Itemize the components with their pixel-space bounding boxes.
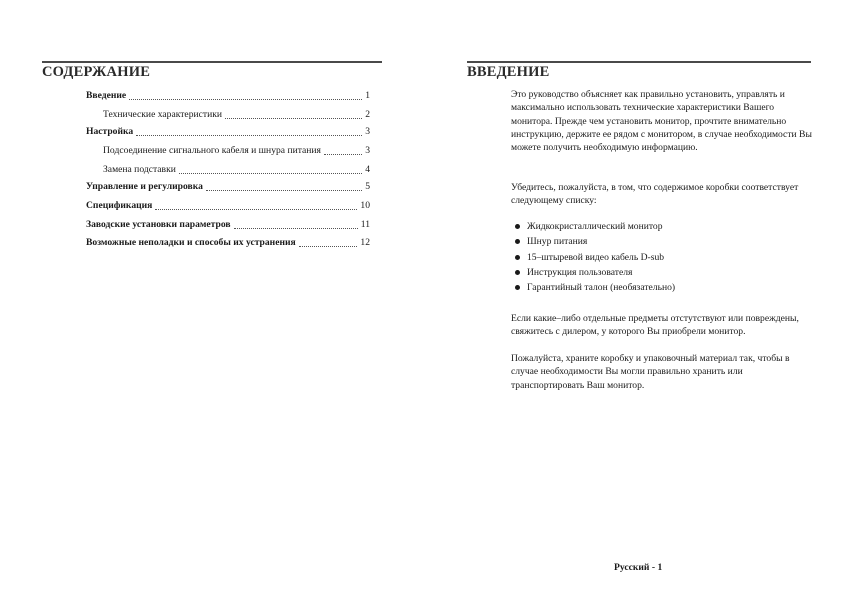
- toc-entry-title: Заводские установки параметров: [86, 219, 231, 230]
- toc-entry: [86, 126, 370, 138]
- bullet-icon: [515, 270, 520, 275]
- toc-entry: [103, 145, 370, 157]
- bullet-icon: [515, 285, 520, 290]
- toc-leader-dots: [129, 99, 362, 100]
- bullet-icon: [515, 255, 520, 260]
- list-item: Гарантийный талон (необязательно): [515, 280, 675, 295]
- toc-entry-page: 3: [365, 126, 370, 137]
- toc-leader-dots: [299, 246, 358, 247]
- contents-check-paragraph: Убедитесь, пожалуйста, в том, что содержимое коробки соответствует следующему списку:: [511, 182, 799, 207]
- toc-leader-dots: [179, 173, 362, 174]
- toc-entry-page: 2: [365, 109, 370, 120]
- list-item: 15–штыревой видео кабель D-sub: [515, 250, 675, 265]
- intro-paragraph: Это руководство объясняет как правильно установить, управлять и максимально использовать технические характеристики Вашего монитора. Прежде чем установить монитор, прочтите внимательно инструкцию, держите ее рядом с монитором, в случае необходимости Вы можете получить необходимую информацию.: [511, 89, 812, 154]
- toc-entry-title: Замена подставки: [103, 164, 176, 175]
- toc-entry-title: Возможные неполадки и способы их устранения: [86, 237, 296, 248]
- toc-entry: [86, 219, 370, 231]
- toc-entry-title: Спецификация: [86, 200, 153, 211]
- toc-entry-title: Подсоединение сигнального кабеля и шнура питания: [103, 145, 321, 156]
- toc-entry-page: 12: [360, 237, 370, 248]
- toc-entry-title: Технические характеристики: [103, 109, 223, 120]
- toc-entry: [103, 164, 370, 176]
- list-item: Инструкция пользователя: [515, 265, 675, 280]
- page-number: Русский - 1: [614, 562, 663, 573]
- list-item: Шнур питания: [515, 234, 675, 249]
- toc-leader-dots: [324, 154, 362, 155]
- toc-entry-title: Управление и регулировка: [86, 181, 203, 192]
- package-contents-list: [515, 219, 675, 295]
- title-rule: [42, 61, 382, 63]
- packaging-paragraph: Пожалуйста, храните коробку и упаковочный материал так, чтобы в случае необходимости Вы могли правильно хранить или транспортировать Ваш монитор.: [511, 353, 790, 391]
- toc-entry-title: Введение: [86, 90, 127, 101]
- toc-entry-page: 5: [365, 181, 370, 192]
- toc-entry: [86, 90, 370, 102]
- title-rule: [467, 61, 811, 63]
- toc-entry-title: Настройка: [86, 126, 134, 137]
- toc-leader-dots: [234, 228, 358, 229]
- toc-entry: [86, 181, 370, 193]
- toc-leader-dots: [225, 118, 362, 119]
- toc-entry: [86, 200, 370, 212]
- toc-leader-dots: [155, 209, 357, 210]
- introduction-title: ВВЕДЕНИЕ: [467, 64, 550, 80]
- list-item: Жидкокристаллический монитор: [515, 219, 675, 234]
- toc-entry-page: 1: [365, 90, 370, 101]
- toc-entry: [86, 237, 370, 249]
- toc-entry-page: 3: [365, 145, 370, 156]
- introduction-page: [421, 0, 842, 595]
- bullet-icon: [515, 224, 520, 229]
- toc-entry-page: 11: [360, 219, 370, 230]
- toc-entry-page: 4: [365, 164, 370, 175]
- bullet-icon: [515, 239, 520, 244]
- toc-entry-page: 10: [360, 200, 370, 211]
- toc-leader-dots: [206, 190, 362, 191]
- missing-items-paragraph: Если какие–либо отдельные предметы отстутствуют или повреждены, свяжитесь с дилером, у которого Вы приобрели монитор.: [511, 313, 799, 338]
- toc-entry: [103, 109, 370, 121]
- toc-leader-dots: [136, 135, 362, 136]
- contents-title: СОДЕРЖАНИЕ: [42, 64, 151, 80]
